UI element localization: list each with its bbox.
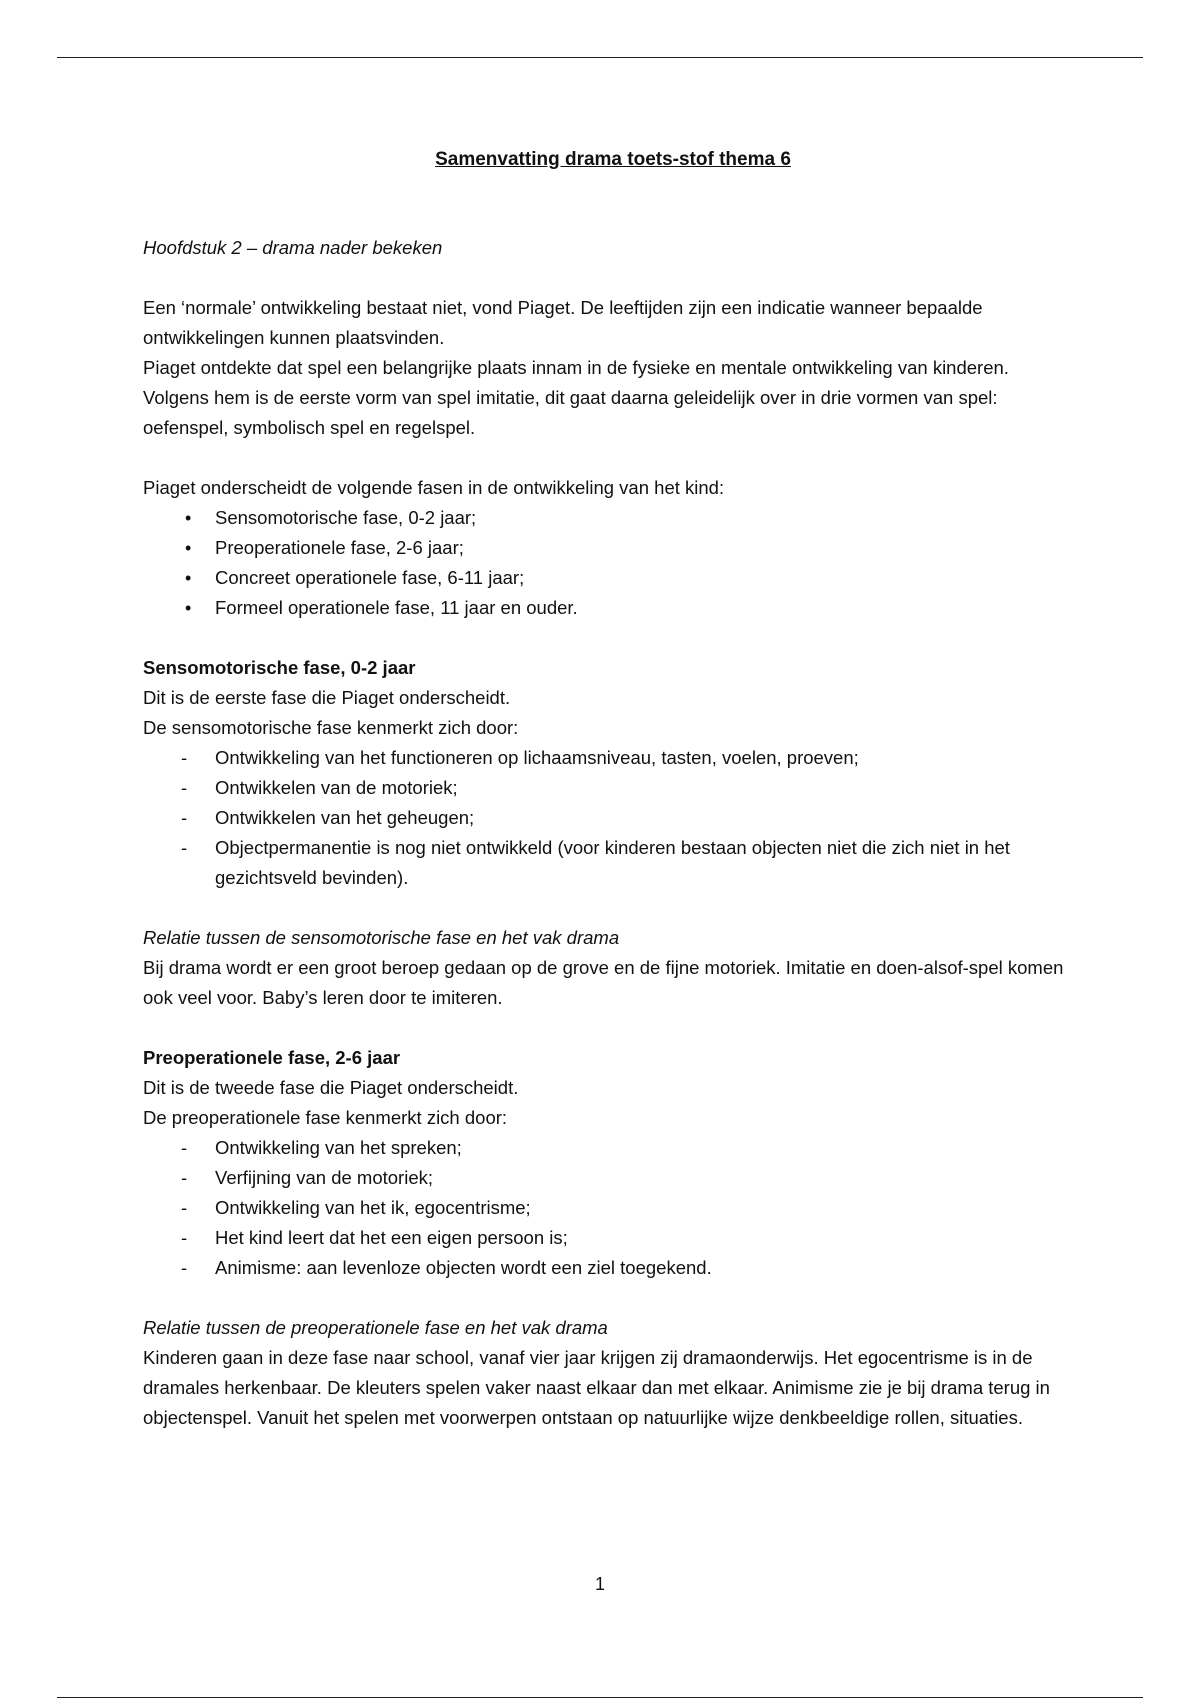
intro-paragraph: Piaget ontdekte dat spel een belangrijke plaats innam in de fysieke en mentale ontwikkeling van kinderen. bbox=[143, 357, 1009, 378]
list-item bbox=[143, 503, 1083, 533]
dash-marker: - bbox=[181, 777, 188, 798]
list-item-text: Formeel operationele fase, 11 jaar en ouder. bbox=[215, 597, 578, 618]
header-rule bbox=[57, 57, 1143, 58]
list-item-text: Verfijning van de motoriek; bbox=[215, 1167, 434, 1188]
footer-rule bbox=[57, 1697, 1143, 1698]
section-heading: Sensomotorische fase, 0-2 jaar bbox=[143, 657, 416, 678]
page-number: 1 bbox=[594, 1574, 605, 1594]
section-line: De preoperationele fase kenmerkt zich door: bbox=[143, 1107, 508, 1128]
list-item bbox=[143, 1223, 1083, 1253]
list-item bbox=[143, 743, 1083, 773]
section-heading: Preoperationele fase, 2-6 jaar bbox=[143, 1047, 401, 1068]
preoperational-list bbox=[143, 1133, 1083, 1283]
list-item-text: Objectpermanentie is nog niet ontwikkeld (voor kinderen bestaan objecten niet die zich niet in het gezichtsveld bevinden). bbox=[215, 837, 1010, 888]
list-item-text: Concreet operationele fase, 6-11 jaar; bbox=[215, 567, 525, 588]
relation-heading: Relatie tussen de preoperationele fase en het vak drama bbox=[143, 1317, 608, 1338]
dash-marker: - bbox=[181, 1137, 188, 1158]
list-item bbox=[143, 1163, 1083, 1193]
section-line: Dit is de tweede fase die Piaget onderscheidt. bbox=[143, 1077, 519, 1098]
list-item-text: Ontwikkeling van het functioneren op lichaamsniveau, tasten, voelen, proeven; bbox=[215, 747, 859, 768]
list-item-text: Ontwikkeling van het ik, egocentrisme; bbox=[215, 1197, 531, 1218]
list-item-text: Animisme: aan levenloze objecten wordt een ziel toegekend. bbox=[215, 1257, 712, 1278]
section-line: Dit is de eerste fase die Piaget onderscheidt. bbox=[143, 687, 511, 708]
list-item-text: Het kind leert dat het een eigen persoon is; bbox=[215, 1227, 568, 1248]
dash-marker: - bbox=[181, 1257, 188, 1278]
list-item-text: Sensomotorische fase, 0-2 jaar; bbox=[215, 507, 477, 528]
list-item-text: Ontwikkelen van het geheugen; bbox=[215, 807, 475, 828]
section-line: De sensomotorische fase kenmerkt zich door: bbox=[143, 717, 519, 738]
list-item bbox=[143, 1253, 1083, 1283]
bullet-marker: • bbox=[185, 508, 192, 528]
list-item bbox=[143, 833, 1083, 893]
list-item-text: Ontwikkelen van de motoriek; bbox=[215, 777, 458, 798]
list-item bbox=[143, 563, 1083, 593]
spacer bbox=[143, 893, 1083, 923]
intro-paragraph: Een ‘normale’ ontwikkeling bestaat niet, vond Piaget. De leeftijden zijn een indicatie wanneer bepaalde ontwikkelingen kunnen plaatsvinden. bbox=[143, 297, 983, 348]
spacer bbox=[143, 623, 1083, 653]
bullet-marker: • bbox=[185, 568, 192, 588]
list-item bbox=[143, 593, 1083, 623]
list-item bbox=[143, 803, 1083, 833]
dash-marker: - bbox=[181, 1227, 188, 1248]
dash-marker: - bbox=[181, 807, 188, 828]
chapter-heading: Hoofdstuk 2 – drama nader bekeken bbox=[143, 237, 443, 258]
dash-marker: - bbox=[181, 1167, 188, 1188]
relation-paragraph: Bij drama wordt er een groot beroep gedaan op de grove en de fijne motoriek. Imitatie en doen-alsof-spel komen ook veel voor. Baby’s leren door te imiteren. bbox=[143, 957, 1064, 1008]
list-item bbox=[143, 773, 1083, 803]
dash-marker: - bbox=[181, 1197, 188, 1218]
list-item bbox=[143, 1193, 1083, 1223]
dash-marker: - bbox=[181, 747, 188, 768]
phases-list bbox=[143, 503, 1083, 623]
spacer bbox=[143, 263, 1083, 293]
relation-paragraph: Kinderen gaan in deze fase naar school, vanaf vier jaar krijgen zij dramaonderwijs. Het egocentrisme is in de dramales herkenbaar. De kleuters spelen vaker naast elkaar dan met elkaar. Animisme zie je bij drama terug in objectenspel. Vanuit het spelen met voorwerpen ontstaan op natuurlijke wijze denkbeeldige rollen, situaties. bbox=[143, 1347, 1050, 1428]
list-item-text: Preoperationele fase, 2-6 jaar; bbox=[215, 537, 464, 558]
sensomotor-list bbox=[143, 743, 1083, 893]
list-item-text: Ontwikkeling van het spreken; bbox=[215, 1137, 462, 1158]
dash-marker: - bbox=[181, 837, 188, 858]
spacer bbox=[143, 1283, 1083, 1313]
list-item bbox=[143, 1133, 1083, 1163]
spacer bbox=[143, 1013, 1083, 1043]
phases-intro: Piaget onderscheidt de volgende fasen in de ontwikkeling van het kind: bbox=[143, 477, 725, 498]
document-title: Samenvatting drama toets-stof thema 6 bbox=[435, 149, 791, 170]
bullet-marker: • bbox=[185, 598, 192, 618]
bullet-marker: • bbox=[185, 538, 192, 558]
relation-heading: Relatie tussen de sensomotorische fase en het vak drama bbox=[143, 927, 620, 948]
list-item bbox=[143, 533, 1083, 563]
intro-paragraph: Volgens hem is de eerste vorm van spel imitatie, dit gaat daarna geleidelijk over in drie vormen van spel: oefenspel, symbolisch spel en regelspel. bbox=[143, 387, 998, 438]
document-body bbox=[143, 145, 1083, 1433]
spacer bbox=[143, 443, 1083, 473]
